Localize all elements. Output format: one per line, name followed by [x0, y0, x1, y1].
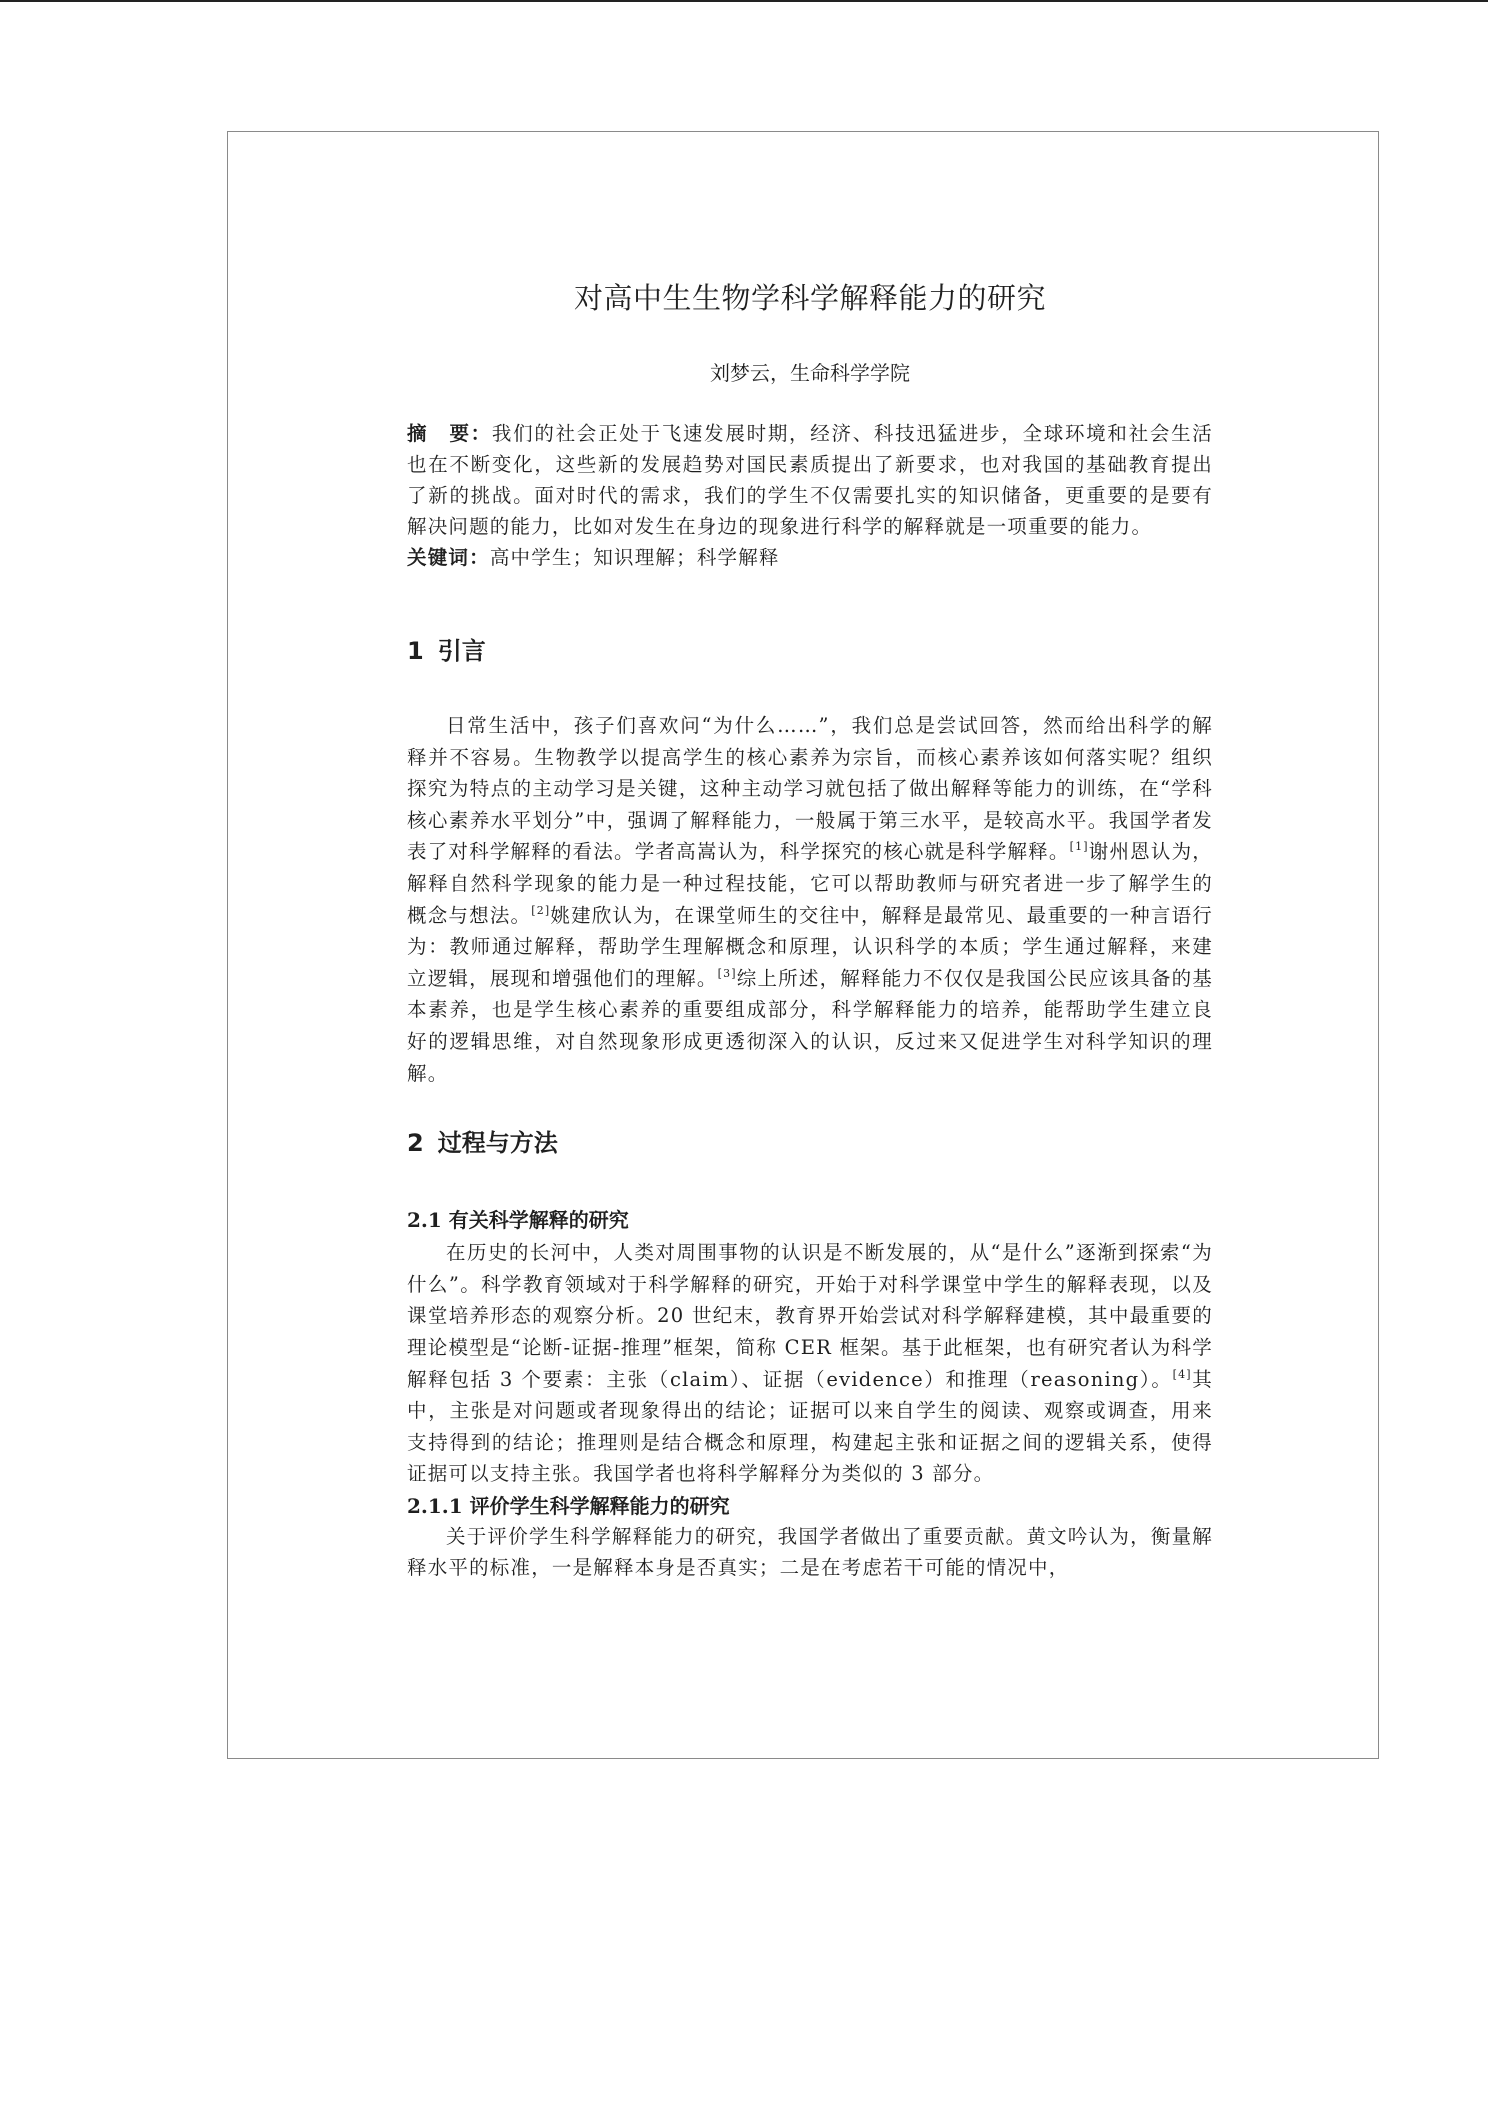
page-top-rule — [0, 0, 1488, 2]
subsection-2-1-1-paragraph: 关于评价学生科学解释能力的研究，我国学者做出了重要贡献。黄文吟认为，衡量解释水平的标准，一是解释本身是否真实；二是在考虑若干可能的情况中， — [407, 1524, 1213, 1580]
keywords-text: 高中学生；知识理解；科学解释 — [489, 546, 780, 569]
section-2-number: 2 — [407, 1129, 424, 1158]
citation-1: [1] — [1069, 840, 1089, 854]
abstract-text: 我们的社会正处于飞速发展时期，经济、科技迅猛进步，全球环境和社会生活也在不断变化，这些新的发展趋势对国民素质提出了新要求，也对我国的基础教育提出了新的挑战。面对时代的需求，我们的学生不仅需要扎实的知识储备，更重要的是要有解决问题的能力，比如对发生在身边的现象进行科学的解释就是一项重要的能力。 — [407, 422, 1213, 538]
citation-3: [3] — [717, 966, 737, 980]
sub1-text-a: 在历史的长河中，人类对周围事物的认识是不断发展的，从“是什么”逐渐到探索“为什么”。科学教育领域对于科学解释的研究，开始于对科学课堂中学生的解释表现，以及课堂培养形态的观察分析。20 世纪末，教育界开始尝试对科学解释建模，其中最重要的理论模型是“论断-证据-推理”框架，简称 CER 框架。基于此框架，也有研究者认为科学解释包括 3 个要素：主张（claim）、证据（evidence）和推理（reasoning）。 — [407, 1241, 1213, 1391]
section-2-heading — [407, 1123, 1213, 1158]
subsection-2-1-paragraph — [407, 1237, 1213, 1490]
introduction-paragraph — [407, 710, 1213, 1089]
citation-2: [2] — [531, 903, 551, 917]
intro-text-c: 姚建欣认为，在课堂师生的交往中，解释是最常见、最重要的一种言语行为：教师通过解释，帮助学生理解概念和原理，认识科学的本质；学生通过解释，来建立逻辑，展现和增强他们的理解。 — [407, 903, 1213, 990]
paper-content — [407, 276, 1213, 1584]
sub1-text-b: 其中，主张是对问题或者现象得出的结论；证据可以来自学生的阅读、观察或调查，用来支持得到的结论；推理则是结合概念和原理，构建起主张和证据之间的逻辑关系，使得证据可以支持主张。我国学者也将科学解释分为类似的 3 部分。 — [407, 1367, 1213, 1486]
section-2-title: 过程与方法 — [437, 1129, 558, 1158]
abstract-label: 摘 要： — [407, 422, 492, 445]
intro-text-a: 日常生活中，孩子们喜欢问“为什么……”，我们总是尝试回答，然而给出科学的解释并不容易。生物教学以提高学生的核心素养为宗旨，而核心素养该如何落实呢？组织探究为特点的主动学习是关键，这种主动学习就包括了做出解释等能力的训练，在“学科核心素养水平划分”中，强调了解释能力，一般属于第三水平，是较高水平。我国学者发表了对科学解释的看法。学者高嵩认为，科学探究的核心就是科学解释。 — [407, 714, 1213, 864]
paper-title: 对高中生生物学科学解释能力的研究 — [573, 281, 1046, 315]
subsection-2-1-1-heading: 2.1.1 评价学生科学解释能力的研究 — [407, 1493, 730, 1518]
section-1-heading — [407, 631, 1213, 666]
keywords — [407, 542, 1213, 573]
intro-text-d: 综上所述，解释能力不仅仅是我国公民应该具备的基本素养，也是学生核心素养的重要组成部分，科学解释能力的培养，能帮助学生建立良好的逻辑思维，对自然现象形成更透彻深入的认识，反过来又促进学生对科学知识的理解。 — [407, 966, 1213, 1085]
paper-author: 刘梦云，生命科学学院 — [710, 361, 910, 385]
intro-text-b: 谢州恩认为，解释自然科学现象的能力是一种过程技能，它可以帮助教师与研究者进一步了解学生的概念与想法。 — [407, 840, 1213, 927]
abstract — [407, 418, 1213, 542]
section-1-number: 1 — [407, 637, 424, 665]
subsection-2-1-heading: 2.1 有关科学解释的研究 — [407, 1208, 629, 1233]
keywords-label: 关键词： — [407, 546, 490, 569]
citation-4: [4] — [1172, 1367, 1192, 1381]
section-1-title: 引言 — [437, 637, 486, 665]
